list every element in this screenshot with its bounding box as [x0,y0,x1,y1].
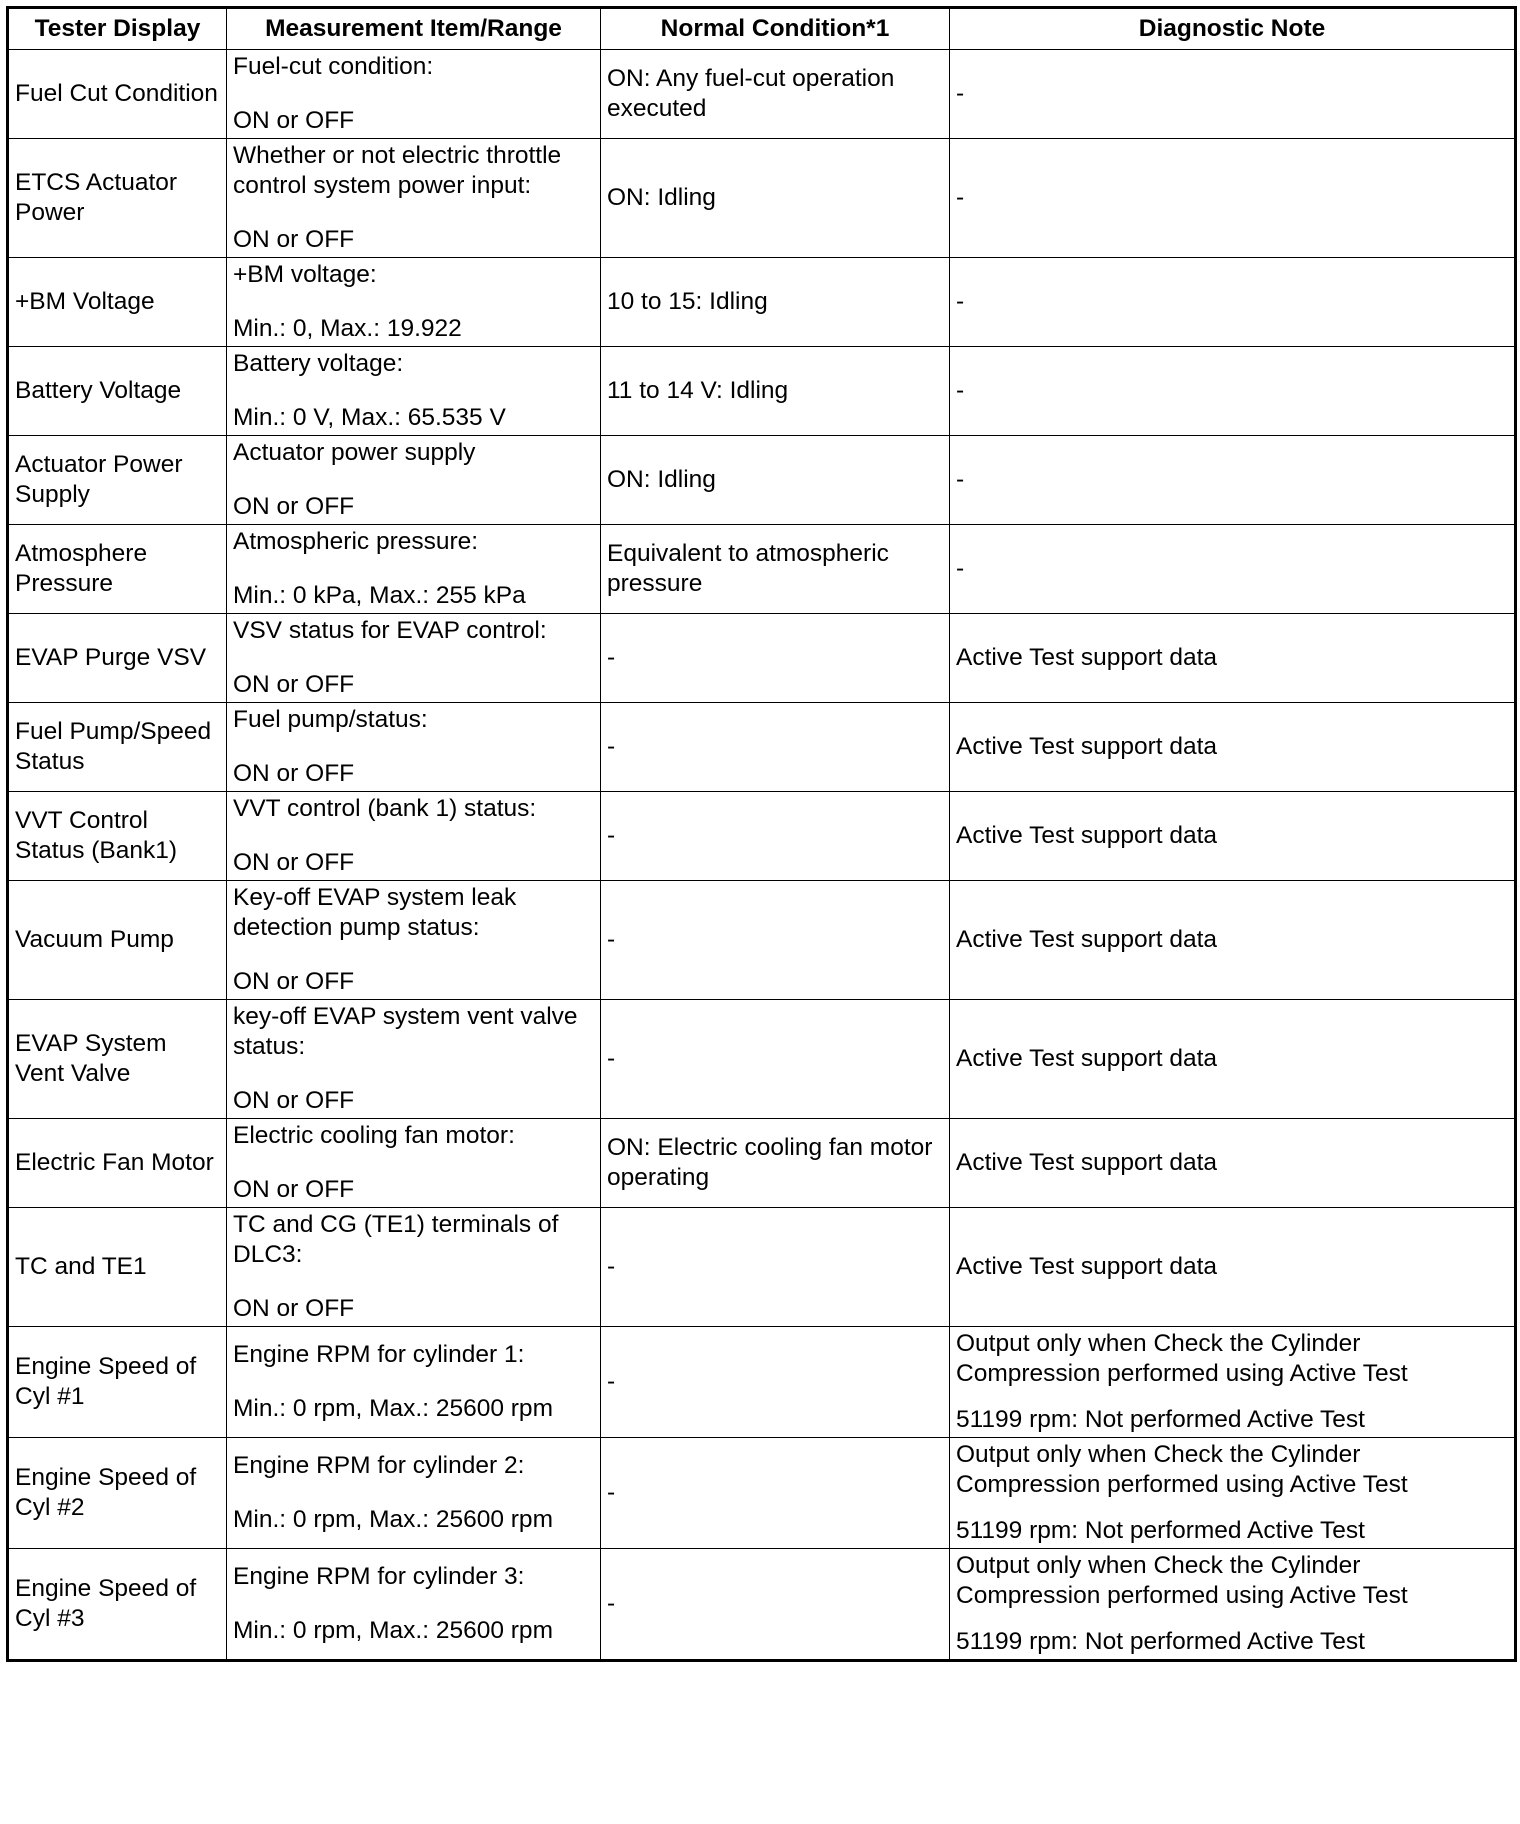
cell-measurement-item [227,703,601,792]
cell-measurement-item [227,792,601,881]
cell-measurement-item [227,258,601,347]
cell-diagnostic-note [950,1119,1516,1208]
paragraph-gap [233,557,594,581]
table-row [8,1119,1516,1208]
paragraph-gap [956,1500,1508,1516]
cell-normal-condition: ON: Electric cooling fan motor operating [601,1119,950,1208]
cell-diagnostic-note [950,525,1516,614]
cell-normal-condition: - [601,614,950,703]
cell-normal-condition: ON: Idling [601,139,950,258]
measurement-text: Min.: 0 rpm, Max.: 25600 rpm [233,1395,553,1422]
table-row [8,436,1516,525]
table-row [8,1208,1516,1327]
paragraph-gap [233,1370,594,1394]
paragraph-gap [233,468,594,492]
cell-diagnostic-note [950,1327,1516,1438]
cell-tester-display: EVAP System Vent Valve [8,1000,227,1119]
measurement-text: Engine RPM for cylinder 1: [233,1341,525,1368]
cell-tester-display: Fuel Cut Condition [8,50,227,139]
measurement-text: ON or OFF [233,671,355,698]
measurement-text: ON or OFF [233,849,355,876]
cell-normal-condition: - [601,1438,950,1549]
cell-tester-display: Engine Speed of Cyl #2 [8,1438,227,1549]
note-text: 51199 rpm: Not performed Active Test [956,1628,1365,1655]
paragraph-gap [233,824,594,848]
paragraph-gap [956,1389,1508,1405]
table-row [8,50,1516,139]
header-measurement-item: Measurement Item/Range [227,8,601,50]
measurement-text: Fuel pump/status: [233,706,428,733]
cell-tester-display: Engine Speed of Cyl #3 [8,1549,227,1661]
note-text: 51199 rpm: Not performed Active Test [956,1406,1365,1433]
paragraph-gap [233,1270,594,1294]
cell-measurement-item [227,1549,601,1661]
cell-measurement-item [227,525,601,614]
cell-tester-display: VVT Control Status (Bank1) [8,792,227,881]
cell-diagnostic-note [950,347,1516,436]
measurement-text: Min.: 0, Max.: 19.922 [233,315,462,342]
cell-measurement-item [227,614,601,703]
measurement-text: Electric cooling fan motor: [233,1122,515,1149]
cell-tester-display: TC and TE1 [8,1208,227,1327]
table-row [8,525,1516,614]
note-text: Output only when Check the Cylinder Compression performed using Active Test [956,1552,1408,1609]
table-row [8,703,1516,792]
cell-diagnostic-note [950,1549,1516,1661]
measurement-text: VVT control (bank 1) status: [233,795,537,822]
measurement-text: ON or OFF [233,760,355,787]
cell-tester-display: ETCS Actuator Power [8,139,227,258]
measurement-text: +BM voltage: [233,261,377,288]
paragraph-gap [956,1611,1508,1627]
note-text: - [956,184,965,211]
paragraph-gap [233,1592,594,1616]
cell-measurement-item [227,881,601,1000]
data-list-table [6,6,1517,1662]
header-diagnostic-note: Diagnostic Note [950,8,1516,50]
note-text: - [956,288,965,315]
table-row [8,792,1516,881]
note-text: - [956,80,965,107]
cell-normal-condition: - [601,703,950,792]
header-normal-condition: Normal Condition*1 [601,8,950,50]
cell-normal-condition: - [601,1327,950,1438]
table-row [8,347,1516,436]
cell-normal-condition: Equivalent to atmospheric pressure [601,525,950,614]
table-row [8,139,1516,258]
measurement-text: Whether or not electric throttle control system power input: [233,142,562,199]
table-body [8,50,1516,1661]
cell-diagnostic-note [950,792,1516,881]
cell-normal-condition: 11 to 14 V: Idling [601,347,950,436]
cell-measurement-item [227,50,601,139]
cell-measurement-item [227,139,601,258]
measurement-text: Engine RPM for cylinder 3: [233,1563,525,1590]
measurement-text: ON or OFF [233,493,355,520]
paragraph-gap [233,1481,594,1505]
table-row [8,1549,1516,1661]
table-row [8,1438,1516,1549]
cell-diagnostic-note [950,436,1516,525]
cell-tester-display: Battery Voltage [8,347,227,436]
cell-measurement-item [227,1119,601,1208]
note-text: Active Test support data [956,733,1218,760]
cell-tester-display: Atmosphere Pressure [8,525,227,614]
measurement-text: Actuator power supply [233,439,476,466]
cell-normal-condition: 10 to 15: Idling [601,258,950,347]
paragraph-gap [233,379,594,403]
table-row [8,258,1516,347]
cell-diagnostic-note [950,258,1516,347]
measurement-text: Atmospheric pressure: [233,528,479,555]
note-text: Output only when Check the Cylinder Compression performed using Active Test [956,1441,1408,1498]
table-row [8,1000,1516,1119]
note-text: Active Test support data [956,926,1218,953]
table-row [8,1327,1516,1438]
cell-tester-display: Electric Fan Motor [8,1119,227,1208]
cell-diagnostic-note [950,614,1516,703]
measurement-text: VSV status for EVAP control: [233,617,547,644]
measurement-text: Min.: 0 rpm, Max.: 25600 rpm [233,1617,553,1644]
cell-normal-condition: ON: Any fuel-cut operation executed [601,50,950,139]
cell-normal-condition: - [601,792,950,881]
paragraph-gap [233,943,594,967]
note-text: Active Test support data [956,644,1218,671]
note-text: Active Test support data [956,822,1218,849]
header-row [8,8,1516,50]
cell-tester-display: Engine Speed of Cyl #1 [8,1327,227,1438]
cell-normal-condition: - [601,1549,950,1661]
cell-diagnostic-note [950,1208,1516,1327]
cell-tester-display: Fuel Pump/Speed Status [8,703,227,792]
paragraph-gap [233,82,594,106]
measurement-text: TC and CG (TE1) terminals of DLC3: [233,1211,559,1268]
cell-tester-display: EVAP Purge VSV [8,614,227,703]
note-text: - [956,466,965,493]
measurement-text: Fuel-cut condition: [233,53,434,80]
note-text: Output only when Check the Cylinder Compression performed using Active Test [956,1330,1408,1387]
measurement-text: Key-off EVAP system leak detection pump status: [233,884,517,941]
table-row [8,614,1516,703]
paragraph-gap [233,290,594,314]
cell-normal-condition: - [601,1000,950,1119]
cell-tester-display: Actuator Power Supply [8,436,227,525]
measurement-text: Min.: 0 kPa, Max.: 255 kPa [233,582,526,609]
paragraph-gap [233,1151,594,1175]
cell-diagnostic-note [950,139,1516,258]
cell-diagnostic-note [950,703,1516,792]
note-text: 51199 rpm: Not performed Active Test [956,1517,1365,1544]
paragraph-gap [233,201,594,225]
cell-tester-display: Vacuum Pump [8,881,227,1000]
cell-normal-condition: - [601,881,950,1000]
cell-diagnostic-note [950,881,1516,1000]
note-text: Active Test support data [956,1253,1218,1280]
measurement-text: Engine RPM for cylinder 2: [233,1452,525,1479]
cell-tester-display: +BM Voltage [8,258,227,347]
measurement-text: Battery voltage: [233,350,404,377]
measurement-text: ON or OFF [233,1295,355,1322]
paragraph-gap [233,646,594,670]
paragraph-gap [233,735,594,759]
header-tester-display: Tester Display [8,8,227,50]
cell-diagnostic-note [950,1438,1516,1549]
table-header [8,8,1516,50]
cell-diagnostic-note [950,1000,1516,1119]
measurement-text: key-off EVAP system vent valve status: [233,1003,578,1060]
document-page [6,6,1514,1662]
measurement-text: ON or OFF [233,107,355,134]
note-text: Active Test support data [956,1045,1218,1072]
cell-measurement-item [227,1438,601,1549]
note-text: Active Test support data [956,1149,1218,1176]
cell-normal-condition: - [601,1208,950,1327]
cell-measurement-item [227,1208,601,1327]
cell-measurement-item [227,436,601,525]
cell-measurement-item [227,1000,601,1119]
cell-measurement-item [227,1327,601,1438]
measurement-text: Min.: 0 V, Max.: 65.535 V [233,404,506,431]
measurement-text: ON or OFF [233,226,355,253]
measurement-text: Min.: 0 rpm, Max.: 25600 rpm [233,1506,553,1533]
measurement-text: ON or OFF [233,968,355,995]
cell-normal-condition: ON: Idling [601,436,950,525]
measurement-text: ON or OFF [233,1176,355,1203]
cell-diagnostic-note [950,50,1516,139]
paragraph-gap [233,1062,594,1086]
note-text: - [956,555,965,582]
table-row [8,881,1516,1000]
measurement-text: ON or OFF [233,1087,355,1114]
note-text: - [956,377,965,404]
cell-measurement-item [227,347,601,436]
